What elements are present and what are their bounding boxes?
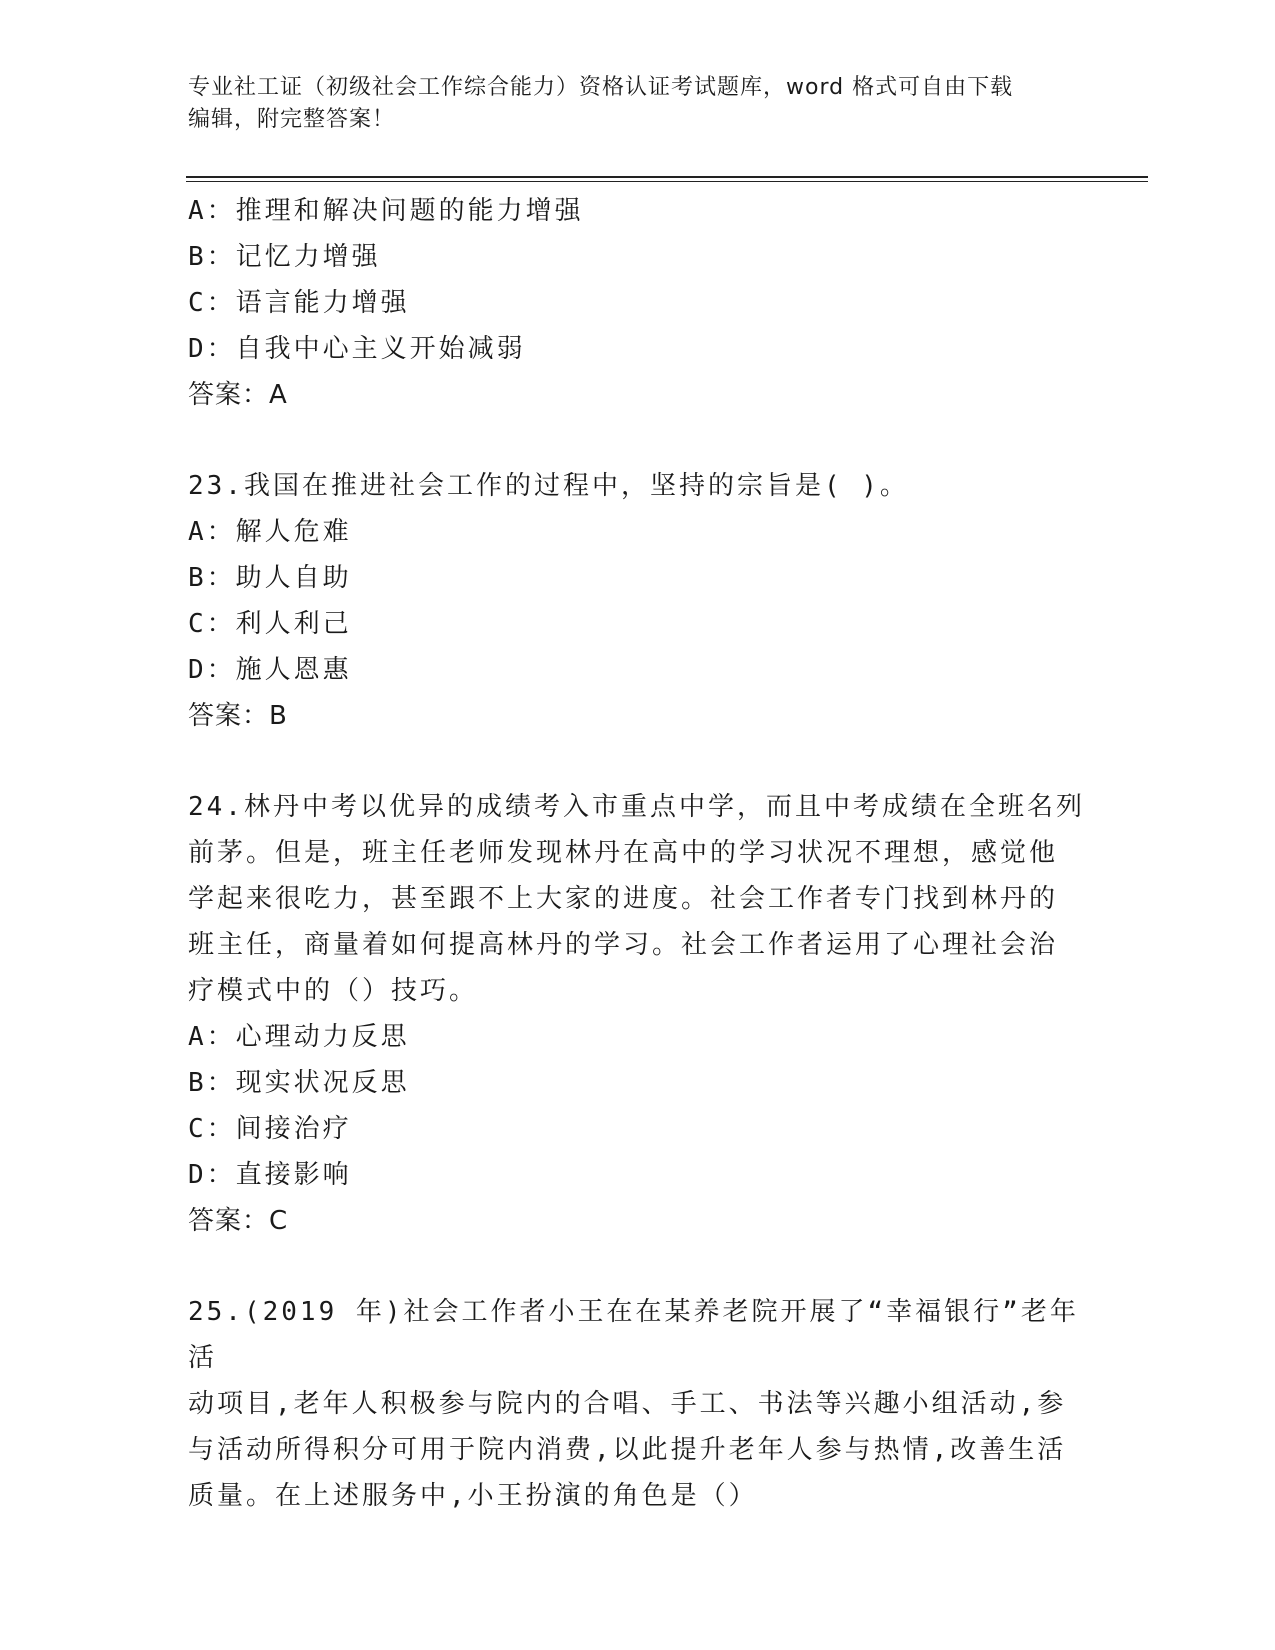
document-header (188, 72, 1068, 136)
question-25 (188, 1289, 1088, 1519)
option-a: A：心理动力反思 (188, 1022, 410, 1052)
option-a: A：解人危难 (188, 517, 352, 547)
question-text: 前茅。但是，班主任老师发现林丹在高中的学习状况不理想，感觉他 (188, 838, 1059, 868)
option-d: D：直接影响 (188, 1160, 352, 1190)
question-text: 25.(2019 年)社会工作者小王在在某养老院开展了“幸福银行”老年活 (188, 1297, 1079, 1373)
option-c: C：间接治疗 (188, 1114, 352, 1144)
header-divider (186, 176, 1148, 178)
question-text: 动项目,老年人积极参与院内的合唱、手工、书法等兴趣小组活动,参 (188, 1389, 1067, 1419)
header-divider-thin (186, 181, 1148, 182)
question-text: 质量。在上述服务中,小王扮演的角色是（） (188, 1481, 758, 1511)
question-text: 与活动所得积分可用于院内消费,以此提升老年人参与热情,改善生活 (188, 1435, 1067, 1465)
question-text: 班主任，商量着如何提高林丹的学习。社会工作者运用了心理社会治 (188, 930, 1059, 960)
answer: 答案：C (188, 1206, 289, 1236)
option-d: D：自我中心主义开始减弱 (188, 334, 526, 364)
option-b: B：记忆力增强 (188, 242, 381, 272)
option-c: C：利人利己 (188, 609, 352, 639)
question-23 (188, 463, 1088, 739)
option-a: A：推理和解决问题的能力增强 (188, 196, 584, 226)
option-c: C：语言能力增强 (188, 288, 410, 318)
answer: 答案：A (188, 380, 288, 410)
header-line: 专业社工证（初级社会工作综合能力）资格认证考试题库，word 格式可自由下载 (188, 75, 1014, 100)
question-text: 学起来很吃力，甚至跟不上大家的进度。社会工作者专门找到林丹的 (188, 884, 1059, 914)
question-24 (188, 784, 1088, 1244)
question-22 (188, 188, 1088, 418)
question-list (188, 188, 1088, 1519)
question-text: 24.林丹中考以优异的成绩考入市重点中学，而且中考成绩在全班名列 (188, 792, 1085, 822)
answer: 答案：B (188, 701, 288, 731)
header-line: 编辑，附完整答案！ (188, 107, 396, 132)
option-d: D：施人恩惠 (188, 655, 352, 685)
option-b: B：助人自助 (188, 563, 352, 593)
question-text: 23.我国在推进社会工作的过程中，坚持的宗旨是( )。 (188, 471, 909, 501)
question-text: 疗模式中的（）技巧。 (188, 976, 479, 1006)
option-b: B：现实状况反思 (188, 1068, 410, 1098)
